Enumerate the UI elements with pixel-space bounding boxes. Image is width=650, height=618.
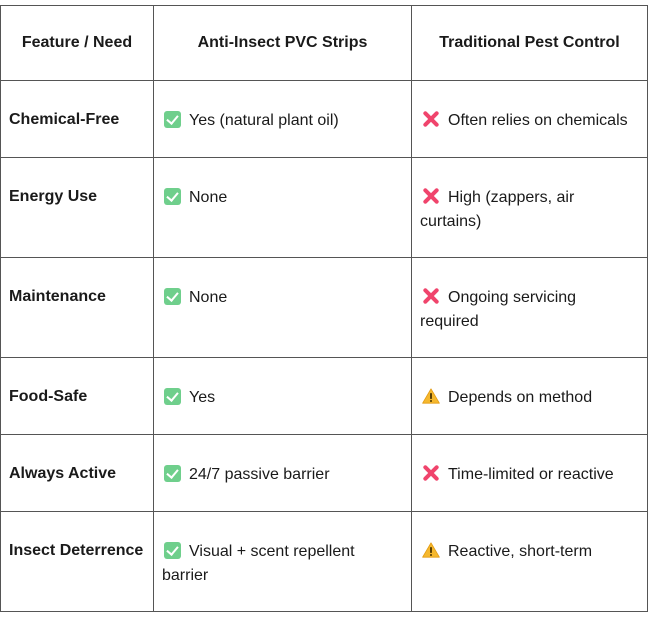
- check-icon: [164, 288, 181, 305]
- table-row: [1, 512, 648, 612]
- feature-label: Food-Safe: [9, 388, 88, 405]
- comparison-table: [0, 5, 648, 612]
- check-icon: [164, 188, 181, 205]
- traditional-cell: [412, 81, 648, 158]
- table-row: [1, 158, 648, 258]
- feature-cell: [1, 258, 154, 358]
- traditional-value: Time-limited or reactive: [448, 466, 614, 483]
- warning-icon: [422, 388, 440, 404]
- strips-value: None: [189, 189, 228, 206]
- cross-icon: [422, 110, 440, 128]
- check-icon: [164, 542, 181, 559]
- traditional-cell: [412, 158, 648, 258]
- traditional-value: Reactive, short-term: [448, 543, 593, 560]
- feature-cell: [1, 512, 154, 612]
- strips-cell: [154, 258, 412, 358]
- strips-value: 24/7 passive barrier: [189, 466, 330, 483]
- feature-label: Chemical-Free: [9, 111, 120, 128]
- header-traditional: Traditional Pest Control: [412, 6, 648, 81]
- feature-label: Insect Deterrence: [9, 542, 144, 559]
- strips-value: None: [189, 289, 228, 306]
- check-icon: [164, 111, 181, 128]
- table-row: [1, 258, 648, 358]
- feature-cell: [1, 435, 154, 512]
- strips-cell: [154, 435, 412, 512]
- strips-value: Yes: [189, 389, 216, 406]
- strips-cell: [154, 158, 412, 258]
- traditional-cell: [412, 435, 648, 512]
- traditional-cell: [412, 512, 648, 612]
- table-row: [1, 358, 648, 435]
- table-row: [1, 81, 648, 158]
- feature-cell: [1, 81, 154, 158]
- header-feature: Feature / Need: [1, 6, 154, 81]
- warning-icon: [422, 542, 440, 558]
- feature-cell: [1, 158, 154, 258]
- header-strips: Anti-Insect PVC Strips: [154, 6, 412, 81]
- traditional-value: Ongoing servicing required: [420, 289, 577, 330]
- feature-cell: [1, 358, 154, 435]
- traditional-value: High (zappers, air curtains): [420, 189, 575, 230]
- traditional-cell: [412, 358, 648, 435]
- traditional-value: Depends on method: [448, 389, 593, 406]
- table-body: [1, 81, 648, 612]
- traditional-cell: [412, 258, 648, 358]
- strips-cell: [154, 358, 412, 435]
- feature-label: Always Active: [9, 465, 117, 482]
- traditional-value: Often relies on chemicals: [448, 112, 628, 129]
- cross-icon: [422, 187, 440, 205]
- cross-icon: [422, 464, 440, 482]
- table-header: [1, 6, 648, 81]
- cross-icon: [422, 287, 440, 305]
- check-icon: [164, 465, 181, 482]
- check-icon: [164, 388, 181, 405]
- header-row: [1, 6, 648, 81]
- table-row: [1, 435, 648, 512]
- strips-cell: [154, 81, 412, 158]
- feature-label: Maintenance: [9, 288, 106, 305]
- strips-value: Yes (natural plant oil): [189, 112, 339, 129]
- strips-cell: [154, 512, 412, 612]
- feature-label: Energy Use: [9, 188, 98, 205]
- strips-value: Visual + scent repellent barrier: [162, 543, 355, 584]
